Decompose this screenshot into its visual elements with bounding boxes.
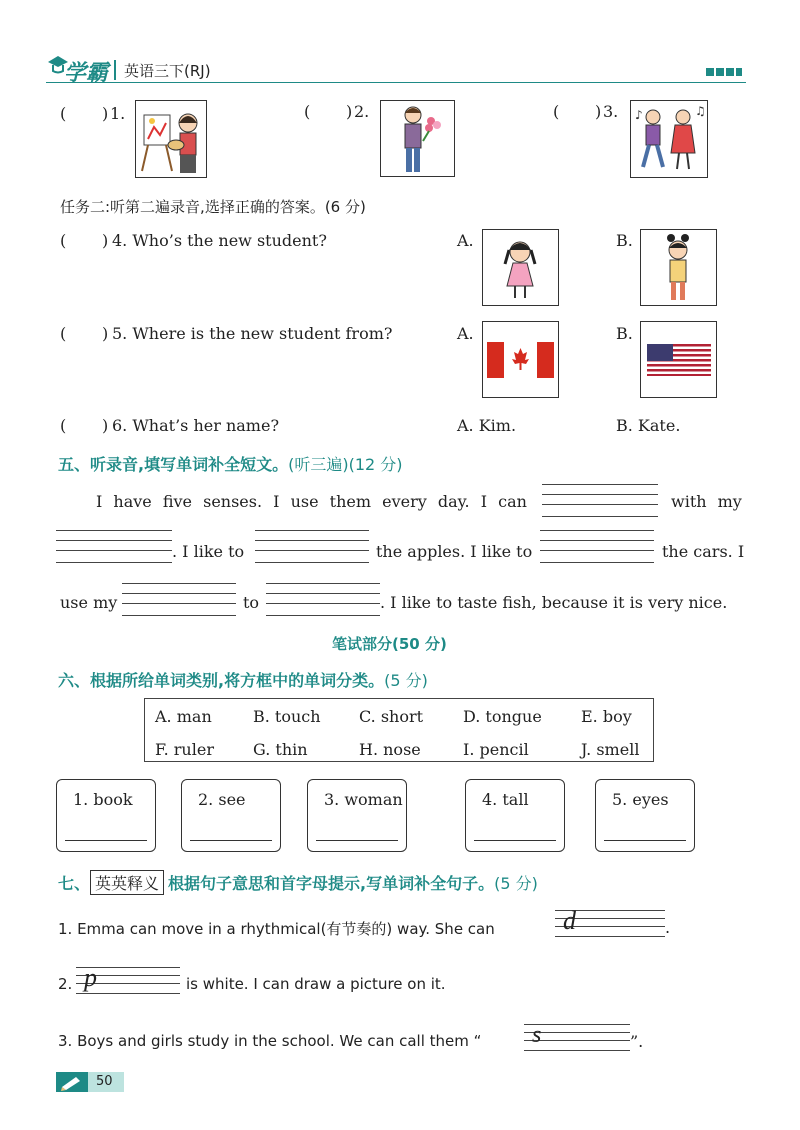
section5-title: 五、听录音,填写单词补全短文。(听三遍)(12 分)	[58, 455, 403, 474]
word-item: C. short	[359, 707, 424, 726]
footer-page-tab	[56, 1072, 124, 1092]
answer-blank[interactable]	[316, 102, 344, 122]
option-b-label: B.	[616, 231, 633, 250]
passage-line2-b: the apples. I like to	[376, 542, 533, 561]
passage-line2-a: . I like to	[172, 542, 245, 561]
answer-paren-close: )	[102, 416, 109, 435]
task2-title: 任务二:听第二遍录音,选择正确的答案。(6 分)	[60, 198, 366, 216]
usa-flag-image[interactable]	[640, 321, 717, 398]
word-item: G. thin	[253, 740, 308, 759]
girl-buns-image[interactable]	[640, 229, 717, 306]
answer-blank[interactable]	[565, 102, 593, 122]
written-part-heading: 笔试部分(50 分)	[332, 635, 447, 653]
category-label: 3. woman	[324, 790, 403, 809]
passage-line2-c: the cars. I	[662, 542, 745, 561]
word-item: F. ruler	[155, 740, 214, 759]
question-number: 3.	[603, 102, 619, 121]
header	[46, 52, 746, 86]
passage-line3-c: . I like to taste fish, because it is very nice.	[380, 593, 728, 612]
section7-tag: 英英释义	[90, 870, 164, 895]
brand-logo: 学霸	[64, 61, 109, 86]
svg-text:♫: ♫	[695, 104, 706, 118]
hint-letter: d	[563, 906, 576, 935]
answer-paren-close: )	[595, 102, 602, 121]
blank-line-s1[interactable]	[555, 906, 665, 942]
canada-flag-image[interactable]	[482, 321, 559, 398]
blank-line-s2[interactable]	[76, 963, 180, 999]
word-item: B. touch	[253, 707, 321, 726]
svg-text:♪: ♪	[635, 108, 643, 122]
blank-line-1[interactable]	[542, 484, 658, 518]
sentence-3-text: 3. Boys and girls study in the school. We can call them “	[58, 1032, 482, 1050]
word-item: A. man	[155, 707, 212, 726]
answer-paren-close: )	[102, 324, 109, 343]
word-item: E. boy	[581, 707, 632, 726]
blank-line-2[interactable]	[56, 530, 172, 564]
sentence-1-end: .	[665, 918, 671, 937]
blank-line-4[interactable]	[540, 530, 654, 564]
girl-painting-image	[135, 100, 207, 178]
word-item: D. tongue	[463, 707, 542, 726]
hint-letter: s	[532, 1022, 542, 1048]
header-subtitle: 英语三下(RJ)	[124, 62, 211, 80]
answer-paren-close: )	[346, 102, 353, 121]
question-number: 2.	[354, 102, 370, 121]
header-blocks-icon	[706, 68, 744, 77]
question-text: 5. Where is the new student from?	[112, 324, 393, 343]
blank-line-6[interactable]	[266, 583, 380, 617]
girl-pink-dress-image[interactable]	[482, 229, 559, 306]
question-text: 6. What’s her name?	[112, 416, 280, 435]
sentence-2-num: 2.	[58, 975, 73, 993]
pencil-icon	[56, 1072, 88, 1092]
blank-line-5[interactable]	[122, 583, 236, 617]
word-item: J. smell	[581, 740, 640, 759]
question-number: 1.	[110, 104, 126, 123]
answer-paren-open: (	[60, 324, 67, 343]
section7-title: 七、 英英释义 根据句子意思和首字母提示,写单词补全句子。(5 分)	[58, 870, 538, 895]
category-label: 2. see	[198, 790, 246, 809]
option-b-label: B.	[616, 324, 633, 343]
answer-paren-open: (	[553, 102, 560, 121]
category-box-3[interactable]	[307, 779, 407, 852]
category-box-2[interactable]	[181, 779, 281, 852]
hint-letter: p	[84, 963, 97, 992]
category-label: 1. book	[73, 790, 133, 809]
category-label: 4. tall	[482, 790, 529, 809]
sentence-2-text: is white. I can draw a picture on it.	[186, 975, 446, 993]
category-box-1[interactable]	[56, 779, 156, 852]
boy-with-flowers-image	[380, 100, 455, 177]
category-label: 5. eyes	[612, 790, 669, 809]
answer-paren-open: (	[60, 231, 67, 250]
option-b[interactable]: B. Kate.	[616, 416, 681, 435]
page-number: 50	[96, 1074, 113, 1089]
answer-paren-open: (	[60, 104, 67, 123]
category-box-5[interactable]	[595, 779, 695, 852]
header-divider	[114, 60, 116, 80]
answer-blank[interactable]	[72, 416, 100, 436]
answer-paren-open: (	[304, 102, 311, 121]
section6-title: 六、根据所给单词类别,将方框中的单词分类。(5 分)	[58, 671, 428, 690]
option-a[interactable]: A. Kim.	[457, 416, 517, 435]
answer-blank[interactable]	[72, 324, 100, 344]
option-a-label: A.	[457, 231, 474, 250]
answer-blank[interactable]	[72, 104, 100, 124]
word-bank-box	[144, 698, 654, 762]
passage-line3-b: to	[243, 593, 260, 612]
passage-line3-a: use my	[60, 593, 118, 612]
blank-line-3[interactable]	[255, 530, 369, 564]
kids-dancing-image	[630, 100, 708, 178]
answer-paren-close: )	[102, 231, 109, 250]
sentence-3-end: ”.	[630, 1032, 644, 1051]
blank-line-s3[interactable]	[524, 1024, 630, 1056]
answer-blank[interactable]	[72, 231, 100, 251]
word-item: I. pencil	[463, 740, 529, 759]
sentence-1-text: 1. Emma can move in a rhythmical(有节奏的) way. She can	[58, 920, 495, 938]
passage-line1-b: with my	[671, 492, 742, 511]
header-rule	[46, 82, 746, 83]
category-box-4[interactable]	[465, 779, 565, 852]
answer-paren-close: )	[102, 104, 109, 123]
question-text: 4. Who’s the new student?	[112, 231, 327, 250]
answer-paren-open: (	[60, 416, 67, 435]
option-a-label: A.	[457, 324, 474, 343]
passage-line1-a: I have five senses. I use them every day. I can	[96, 492, 527, 511]
word-item: H. nose	[359, 740, 421, 759]
